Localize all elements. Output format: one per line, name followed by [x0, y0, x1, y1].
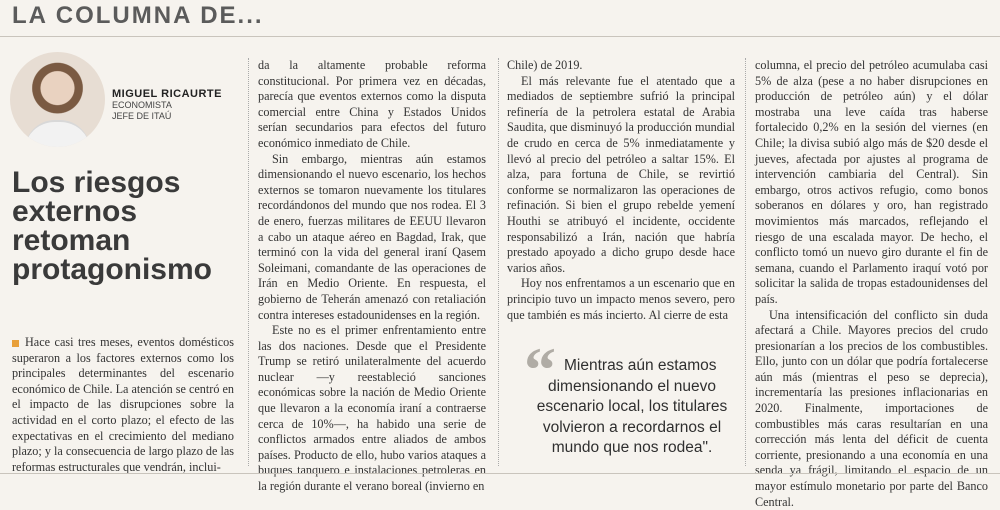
- col1-paragraph: [12, 335, 234, 475]
- author-block: [112, 88, 222, 122]
- pull-quote-line1: Mientras aún estamos: [524, 356, 740, 377]
- column-4: [755, 58, 988, 510]
- author-role: ECONOMISTA: [112, 100, 222, 111]
- column-divider: [745, 58, 746, 466]
- pull-quote: [524, 356, 740, 459]
- column-divider: [498, 58, 499, 466]
- col3-p1: Chile) de 2019.: [507, 58, 735, 74]
- col2-p3: Este no es el primer enfrentamiento entre las dos naciones. Desde que el Presidente Trump se retiró unilateralmente del acuerdo nuclear —y reestableció sanciones económicas sobre la nación de Medio Oriente que llevaron a la economía iraní a contraerse cerca de 10%—, ha habido una serie de conflictos armados entre aliados de ambos países. Producto de ello, hubo varios ataques a buques tanquero e instalaciones petroleras en la región durante el verano boreal (invierno en: [258, 323, 486, 495]
- column-1: [12, 335, 234, 475]
- pull-quote-rest: dimensionando el nuevo escenario local, los titulares volvieron a recordarnos el mundo que nos rodea".: [537, 378, 727, 457]
- article-headline: Los riesgos externos retoman protagonismo: [12, 168, 227, 284]
- col4-p2: Una intensificación del conflicto sin duda afectará a Chile. Mayores precios del crudo presionarían a los precios de los combustibles. Ello, junto con un dólar que podría fortalecerse aún más (mientras el peso se deprecia), incrementaría las presiones inflacionarias en 2020. Finalmente, importaciones de combustibles más caras resultarían en una corrección más lenta del déficit de cuenta corriente, presionando a una economía en una senda ya frágil, limitando el espacio de un mayor estímulo monetario por parte del Banco Central.: [755, 308, 988, 510]
- author-name: MIGUEL RICAURTE: [112, 88, 222, 100]
- col2-p2: Sin embargo, mientras aún estamos dimensionando el nuevo escenario, los hechos externos se tomaron nuevamente los titulares recordándonos del mundo que nos rodea. El 3 de enero, fuerzas militares de EEUU llevaron a cabo un ataque aéreo en Bagdad, Irak, que terminó con la vida del general iraní Qasem Soleimani, comandante de las operaciones de Irán en Medio Oriente. En respuesta, el gobierno de Teherán amenazó con retaliación contra intereses estadounidenses en la región.: [258, 152, 486, 324]
- col1-p1: Hace casi tres meses, eventos domésticos superaron a los factores externos como los principales determinantes del escenario económico de Chile. La atención se centró en el impacto de las disrupciones sobre la actividad en el corto plazo; el efecto de las expectativas en el crecimiento del mediano plazo; y la consecuencia de largo plazo de las reformas estructurales que vendrán, inclui-: [12, 335, 234, 474]
- bullet-icon: [12, 340, 19, 347]
- footer-divider: [0, 473, 1000, 474]
- col2-p1: da la altamente probable reforma constitucional. Por primera vez en décadas, parecía que eventos externos como la disputa comercial entre China y Estados Unidos serían secundarios para efectos del futuro económico inmediato de Chile.: [258, 58, 486, 152]
- header-divider: [0, 36, 1000, 37]
- quote-icon: “: [524, 345, 556, 395]
- column-divider: [248, 58, 249, 466]
- author-affiliation: JEFE DE ITAÚ: [112, 111, 222, 122]
- column-3: [507, 58, 735, 323]
- col3-p3: Hoy nos enfrentamos a un escenario que en principio tuvo un impacto menos severo, pero que también es más incierto. Al cierre de esta: [507, 276, 735, 323]
- col3-p2: El más relevante fue el atentado que a mediados de septiembre sufrió la principal refinería de la petrolera estatal de Arabia Saudita, que disminuyó la producción mundial de crudo en cerca de 5% inmediatamente y llevó al precio del petróleo a saltar 15%. El alza, para fortuna de Chile, se revirtió conforme se normalizaron las operaciones de refinación. Si bien el grupo rebelde yemení Houthi se atribuyó el incidente, occidente responsabilizó a Irán, nación que habría prestado apoyado a dicho grupo desde hace varios años.: [507, 74, 735, 277]
- section-title: LA COLUMNA DE...: [12, 2, 264, 30]
- column-2: [258, 58, 486, 495]
- col4-p1: columna, el precio del petróleo acumulaba casi 5% de alza (pese a no haber disrupciones en producción de petróleo aún) y el dólar mostraba una leve caída tras haberse fortalecido 0,2% en la sesión del viernes (en Chile; la divisa subió algo más de $20 desde el jueves, afectada por ajustes al programa de intervención cambiaria del Central). Sin embargo, otros activos refugio, como bonos soberanos en dólares y oro, han registrado movimientos más marcados, reflejando el riesgo de una escalada mayor. De hecho, el conflicto tomó un nuevo giro durante el fin de semana, cuando el Parlamento iraquí votó por solicitar la salida de tropas estadounidenses del país.: [755, 58, 988, 308]
- author-avatar: [10, 52, 105, 147]
